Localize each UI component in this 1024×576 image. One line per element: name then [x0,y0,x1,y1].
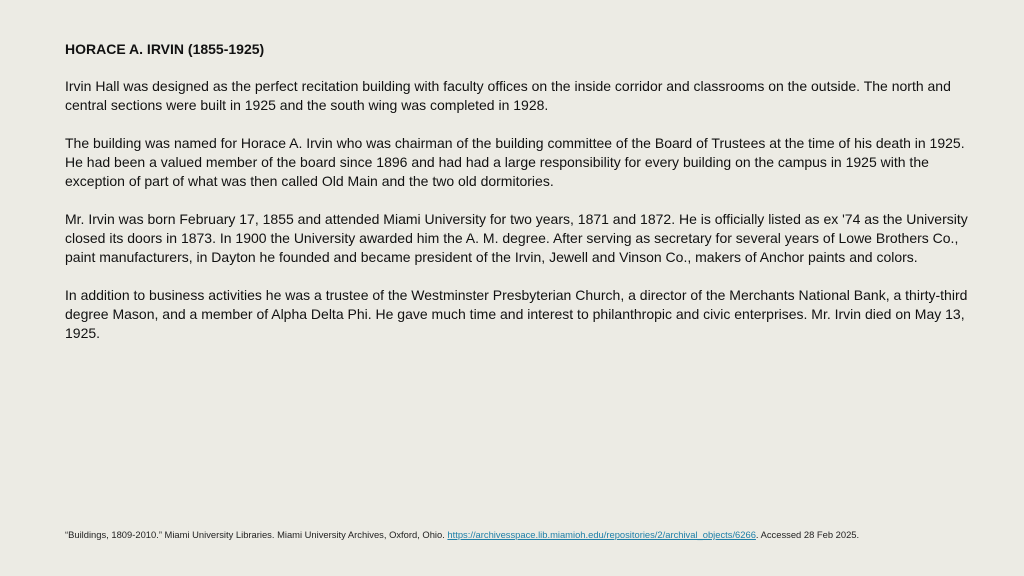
slide-content [65,40,985,362]
citation-suffix: . Accessed 28 Feb 2025. [755,529,860,540]
citation-prefix: “Buildings, 1809-2010.” Miami University Libraries. Miami University Archives, Oxford, Ohio. [65,529,448,540]
paragraph-biography: Mr. Irvin was born February 17, 1855 and attended Miami University for two years, 1871 and 1872. He is officially listed as ex '74 as the University closed its doors in 1873. In 1900 the University awarded him the A. M. degree. After serving as secretary for several years of Lowe Brothers Co., paint manufacturers, in Dayton he founded and became president of the Irvin, Jewell and Vinson Co., makers of Anchor paints and colors. [65,211,968,265]
slide-title: HORACE A. IRVIN (1855-1925) [65,41,265,57]
paragraph-building-design: Irvin Hall was designed as the perfect recitation building with faculty offices on the inside corridor and classrooms on the outside. The north and central sections were built in 1925 and the south wing was completed in 1928. [65,78,951,113]
citation-link[interactable]: https://archivesspace.lib.miamioh.edu/repositories/2/archival_objects/6266 [447,529,756,540]
paragraph-activities: In addition to business activities he was a trustee of the Westminster Presbyterian Church, a director of the Merchants National Bank, a thirty-third degree Mason, and a member of Alpha Delta Phi. He gave much time and interest to philanthropic and civic enterprises. Mr. Irvin died on May 13, 1925. [65,287,968,341]
citation [65,528,990,541]
paragraph-naming: The building was named for Horace A. Irvin who was chairman of the building committee of the Board of Trustees at the time of his death in 1925. He had been a valued member of the board since 1896 and had had a large responsibility for every building on the campus in 1925 with the exception of part of what was then called Old Main and the two old dormitories. [65,135,965,189]
